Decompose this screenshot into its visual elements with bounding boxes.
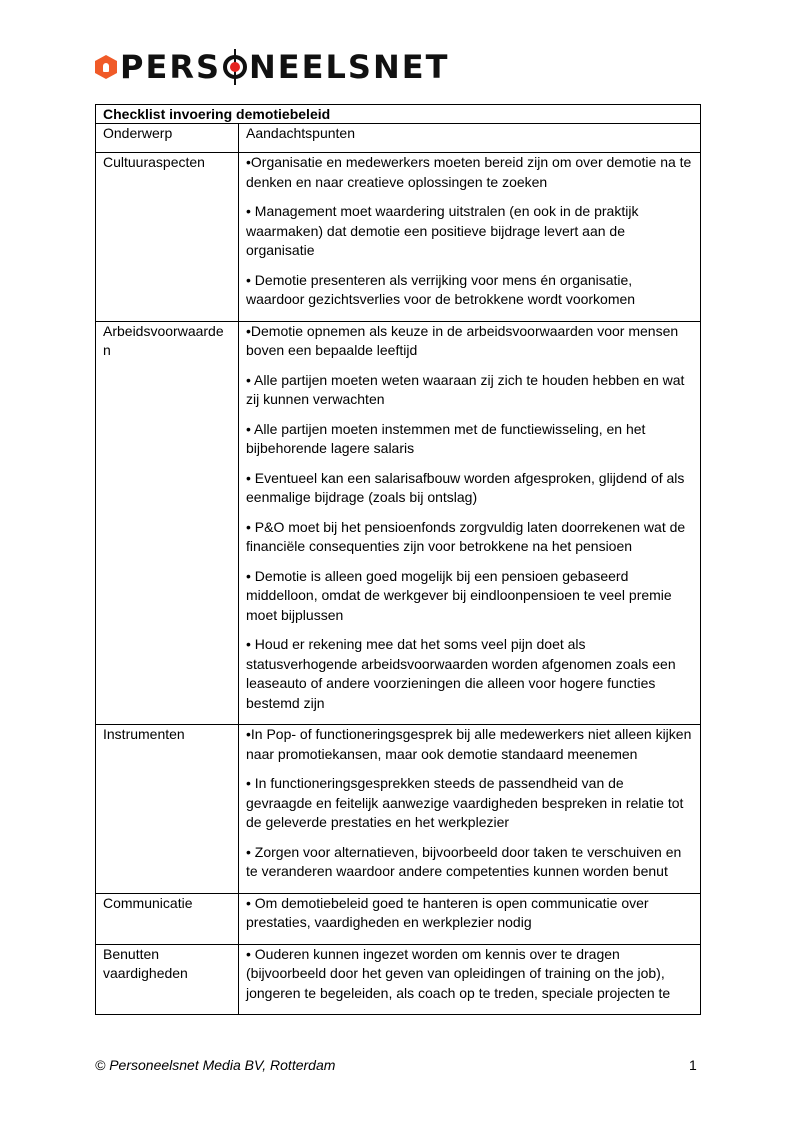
row-topic: Communicatie (96, 893, 239, 944)
checklist-point: • Management moet waardering uitstralen (en ook in de praktijk waarmaken) dat demotie een positieve bijdrage levert aan de organisatie (246, 203, 639, 258)
checklist-point: • Demotie is alleen goed mogelijk bij een pensioen gebaseerd middelloon, omdat de werkgever bij eindloonpensioen te veel premie moet bijplussen (246, 567, 672, 623)
checklist-point: • In functioneringsgesprekken steeds de passendheid van de gevraagde en feitelijk aanwezige vaardigheden bespreken in relatie tot de geleverde prestaties en het werkplezier (246, 775, 684, 830)
checklist-point: • Alle partijen moeten instemmen met de functiewisseling, en het bijbehorende lagere salaris (246, 420, 646, 456)
checklist-point: • Zorgen voor alternatieven, bijvoorbeeld door taken te verschuiven en te veranderen waardoor andere competenties kunnen worden benut (246, 843, 682, 879)
row-points (239, 944, 701, 1015)
checklist-point: • P&O moet bij het pensioenfonds zorgvuldig laten doorrekenen wat de financiële consequenties zijn voor betrokkene na het pensioen (246, 518, 686, 554)
table-row (96, 153, 701, 322)
table-row (96, 321, 701, 725)
table-row (96, 893, 701, 944)
table-title: Checklist invoering demotiebeleid (96, 105, 701, 124)
checklist-point: •Organisatie en medewerkers moeten bereid zijn om over demotie na te denken en naar creatieve oplossingen te zoeken (246, 154, 692, 190)
checklist-point: •In Pop- of functioneringsgesprek bij alle medewerkers niet alleen kijken naar promotiekansen, maar ook demotie standaard meenemen (246, 726, 692, 762)
checklist-point: • Ouderen kunnen ingezet worden om kennis over te dragen (bijvoorbeeld door het geven van opleidingen of training on the job), jongeren te begeleiden, als coach op te treden, speciale projecten te (246, 945, 671, 1001)
row-topic: Benutten vaardigheden (96, 944, 239, 1015)
personeelsnet-logo (95, 47, 449, 87)
logo-text-start: PERS (120, 48, 221, 86)
header-points: Aandachtspunten (239, 124, 701, 153)
row-topic: Arbeidsvoorwaarde n (96, 321, 239, 725)
checklist-point: •Demotie opnemen als keuze in de arbeidsvoorwaarden voor mensen boven een bepaalde leeftijd (246, 322, 679, 358)
logo-wordmark (120, 47, 449, 87)
checklist-point: • Om demotiebeleid goed te hanteren is open communicatie over prestaties, vaardigheden en werkplezier nodig (246, 894, 649, 930)
checklist-point: • Houd er rekening mee dat het soms veel pijn doet als statusverhogende arbeidsvoorwaarden worden afgenomen zoals een leaseauto of andere voorzieningen die alleen voor hogere functies bestemd zijn (246, 636, 676, 711)
logo-text-end: NEELSNET (249, 48, 450, 86)
table-body (96, 153, 701, 1015)
page-number: 1 (689, 1057, 697, 1073)
table-row (96, 944, 701, 1015)
logo-crosshair-icon (223, 55, 247, 79)
checklist-point: • Eventueel kan een salarisafbouw worden afgesproken, glijdend of als eenmalige bijdrage (zoals bij ontslag) (246, 469, 685, 505)
checklist-point: • Demotie presenteren als verrijking voor mens én organisatie, waardoor gezichtsverlies voor de betrokkene wordt voorkomen (246, 271, 636, 307)
footer-copyright: © Personeelsnet Media BV, Rotterdam (95, 1057, 336, 1073)
header-topic: Onderwerp (96, 124, 239, 153)
table-row (96, 725, 701, 894)
row-points (239, 893, 701, 944)
table-title-row (96, 105, 701, 124)
checklist-table (95, 104, 701, 1015)
row-points (239, 725, 701, 894)
row-topic: Instrumenten (96, 725, 239, 894)
row-points (239, 153, 701, 322)
table-header-row (96, 124, 701, 153)
checklist-point: • Alle partijen moeten weten waaraan zij zich te houden hebben en wat zij kunnen verwachten (246, 371, 685, 407)
row-topic: Cultuuraspecten (96, 153, 239, 322)
row-points (239, 321, 701, 725)
logo-hexagon-icon (95, 55, 117, 79)
